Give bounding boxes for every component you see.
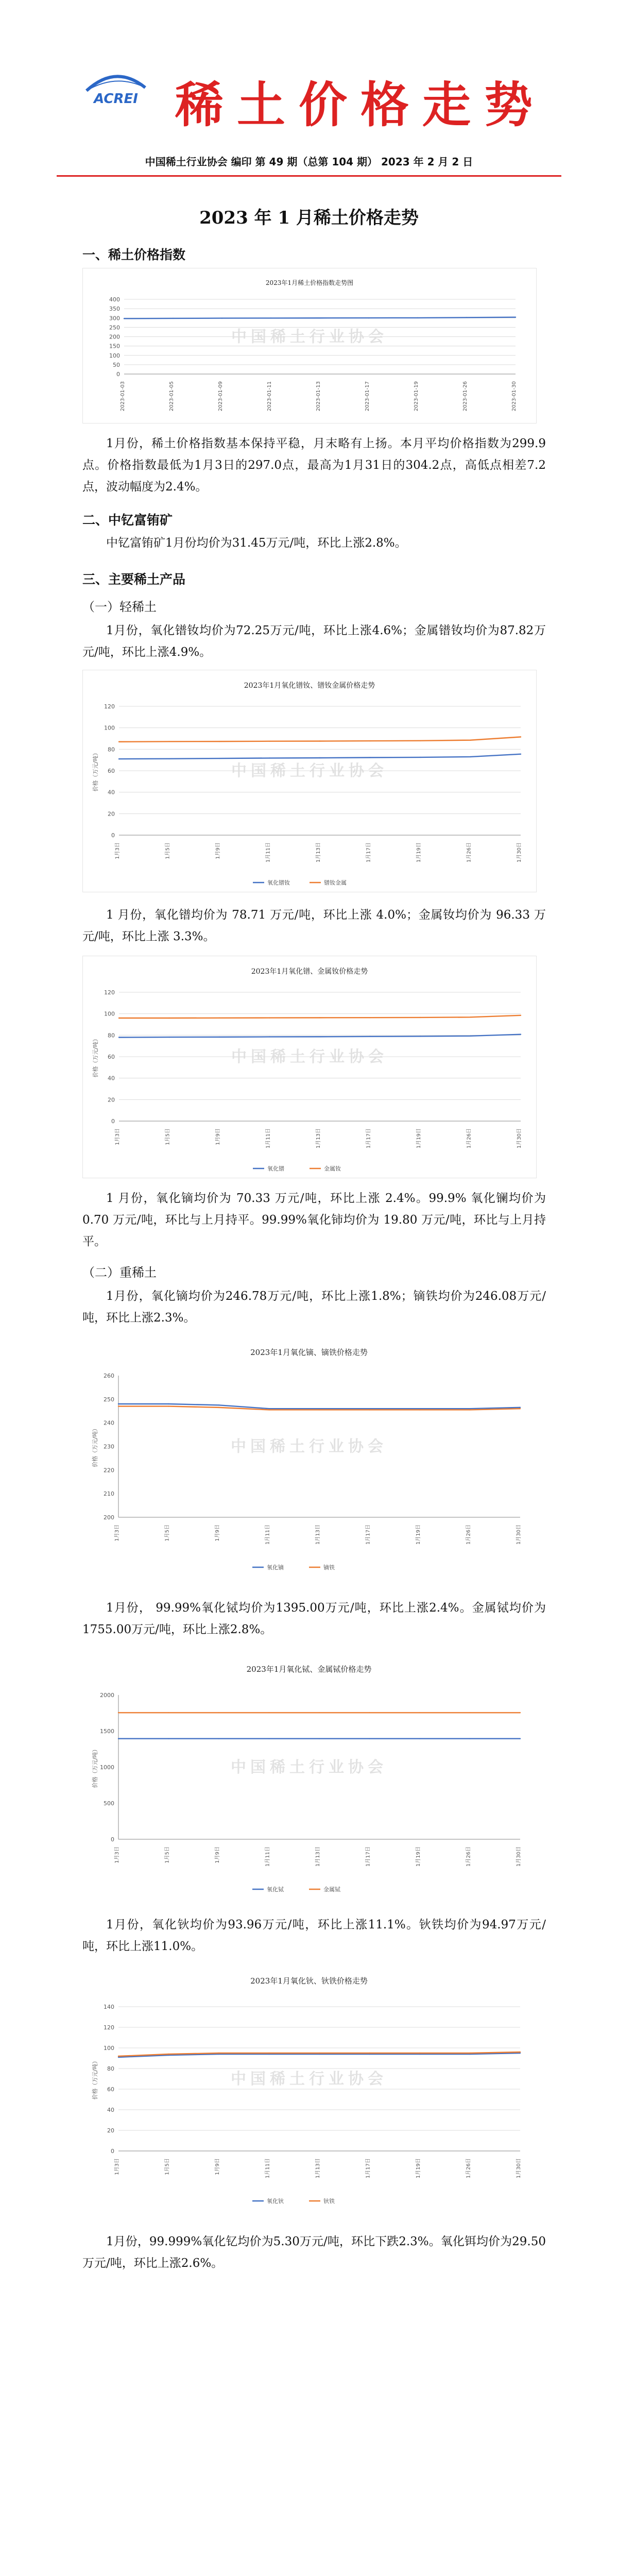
- y-tick-label: 40: [108, 1075, 115, 1082]
- x-tick-label: 1月3日: [115, 1128, 121, 1145]
- x-tick-label: 1月30日: [517, 1128, 522, 1149]
- legend-label: 氧化镨: [267, 1165, 284, 1172]
- data-point: [268, 1408, 269, 1409]
- y-tick-label: 1500: [100, 1728, 114, 1735]
- data-point: [319, 1036, 320, 1037]
- chart-title: 2023年1月氧化镨、金属钕价格走势: [251, 968, 368, 976]
- dy-price-chart: [82, 1334, 536, 1577]
- y-tick-label: 60: [107, 2086, 114, 2093]
- x-tick-label: 1月17日: [365, 2158, 371, 2179]
- y-tick-label: 120: [104, 989, 115, 996]
- y-tick-label: 100: [104, 1010, 115, 1018]
- data-point: [269, 1036, 270, 1037]
- data-point: [118, 1738, 119, 1739]
- chart-title: 2023年1月氧化钬、钬铁价格走势: [250, 1976, 368, 1986]
- legend-label: 氧化镝: [267, 1564, 284, 1571]
- data-point: [168, 758, 169, 759]
- x-tick-label: 1月5日: [164, 1846, 170, 1863]
- x-tick-label: 2023-01-09: [218, 381, 224, 412]
- dy-paragraph: 1月份，氧化镝均价为246.78万元/吨，环比上涨1.8%；镝铁均价为246.08万元/吨，环比上涨2.3%。: [82, 1290, 546, 1325]
- ho-paragraph: 1月份，氧化钬均价为93.96万元/吨，环比上涨11.1%。钬铁均价为94.97万元/吨，环比上涨11.0%。: [82, 1918, 546, 1953]
- x-tick-label: 2023-01-13: [316, 381, 321, 412]
- data-point: [218, 1712, 219, 1713]
- acrei-logo: [77, 67, 154, 118]
- x-tick-label: 1月9日: [215, 1846, 220, 1863]
- price-index-chart-svg: [83, 268, 536, 423]
- tb-price-chart-svg: [82, 1651, 536, 1899]
- data-point: [173, 318, 174, 319]
- data-point: [319, 1738, 320, 1739]
- y-tick-label: 400: [109, 296, 120, 303]
- data-point: [469, 1409, 470, 1410]
- data-point: [520, 1712, 521, 1713]
- y-tick-label: 200: [109, 333, 120, 341]
- data-point: [419, 1712, 420, 1713]
- x-tick-label: 1月3日: [114, 1846, 120, 1863]
- x-tick-label: 1月19日: [416, 1524, 421, 1545]
- x-tick-label: 2023-01-17: [365, 381, 370, 412]
- data-point: [319, 1408, 320, 1409]
- x-tick-label: 1月13日: [316, 1128, 321, 1149]
- data-point: [168, 1403, 169, 1404]
- x-tick-label: 1月26日: [466, 842, 472, 863]
- y-tick-label: 100: [109, 352, 120, 359]
- y-tick-label: 200: [104, 1514, 114, 1521]
- y-axis-label: 价格（万元/吨）: [92, 1426, 98, 1467]
- pr-nd-paragraph: 1 月份，氧化镨均价为 78.71 万元/吨，环比上涨 4.0%；金属钕均价为 96.33 万元/吨，环比上涨 3.3%。: [82, 908, 546, 943]
- data-point: [319, 2053, 320, 2054]
- data-point: [420, 757, 421, 758]
- x-tick-label: 1月13日: [315, 1524, 321, 1545]
- y-axis-label: 价格（万元/吨）: [92, 1746, 98, 1788]
- x-tick-label: 2023-01-03: [120, 381, 126, 412]
- y-axis-label: 价格（万元/吨）: [92, 1036, 99, 1078]
- x-tick-label: 2023-01-11: [267, 381, 272, 412]
- y-tick-label: 20: [107, 2127, 114, 2134]
- y-tick-label: 120: [104, 703, 115, 710]
- data-point: [269, 1017, 270, 1018]
- x-tick-label: 1月11日: [265, 1128, 271, 1149]
- document-title: 2023 年 1 月稀土价格走势: [199, 208, 419, 228]
- data-point: [469, 1712, 470, 1713]
- issue-info: 中国稀土行业协会 编印 第 49 期（总第 104 期） 2023 年 2 月 2 日: [145, 156, 473, 168]
- data-point: [319, 1017, 320, 1018]
- prnd-paragraph: 1月份，氧化镨钕均价为72.25万元/吨，环比上涨4.6%；金属镨钕均价为87.82万元/吨，环比上涨4.9%。: [82, 624, 546, 659]
- y-tick-label: 0: [116, 371, 120, 378]
- data-point: [268, 1409, 269, 1410]
- tb-price-chart: [82, 1651, 536, 1899]
- y-tick-label: 210: [104, 1490, 114, 1498]
- x-tick-label: 1月9日: [215, 2158, 220, 2175]
- data-point: [268, 2053, 269, 2054]
- y-tick-label: 1000: [100, 1764, 114, 1771]
- data-point: [168, 1037, 169, 1038]
- x-tick-label: 1月5日: [165, 842, 171, 859]
- x-tick-label: 1月30日: [516, 2158, 522, 2179]
- data-point: [118, 1037, 119, 1038]
- y-tick-label: 250: [109, 324, 120, 331]
- pr-nd-price-chart-svg: [83, 956, 536, 1178]
- data-point: [218, 2053, 219, 2054]
- x-tick-label: 1月19日: [416, 1846, 421, 1867]
- y-tick-label: 60: [108, 1054, 115, 1060]
- data-point: [218, 1738, 219, 1739]
- y-tick-label: 50: [113, 361, 120, 368]
- x-tick-label: 1月5日: [164, 2158, 170, 2175]
- data-point: [420, 1017, 421, 1018]
- y-tick-label: 0: [111, 2148, 114, 2155]
- y-tick-label: 2000: [100, 1692, 114, 1699]
- data-point: [369, 2053, 370, 2054]
- data-point: [118, 758, 119, 759]
- data-point: [420, 1036, 421, 1037]
- x-tick-label: 1月13日: [315, 1846, 321, 1867]
- y-tick-label: 80: [108, 1032, 115, 1039]
- y-tick-label: 150: [109, 343, 120, 350]
- y-tick-label: 350: [109, 306, 120, 313]
- watermark-text: 中国稀土行业协会: [231, 1048, 388, 1066]
- x-tick-label: 1月3日: [114, 1524, 120, 1541]
- data-point: [520, 1408, 521, 1409]
- x-tick-label: 1月17日: [366, 1128, 372, 1149]
- data-point: [470, 756, 471, 757]
- y-tick-label: 120: [104, 2024, 114, 2031]
- y-tick-label: 100: [104, 724, 115, 732]
- data-point: [319, 740, 320, 741]
- data-point: [520, 1407, 521, 1408]
- x-tick-label: 1月5日: [164, 1524, 170, 1541]
- data-point: [270, 317, 271, 318]
- x-tick-label: 1月9日: [215, 842, 221, 859]
- pr-nd-price-chart: [82, 956, 537, 1178]
- newsletter-title: 稀土价格走势: [175, 77, 546, 133]
- x-tick-label: 2023-01-26: [462, 381, 468, 412]
- data-point: [520, 2052, 521, 2053]
- x-tick-label: 1月26日: [466, 1846, 472, 1867]
- section-heading-index: 一、稀土价格指数: [82, 247, 186, 262]
- data-point: [466, 317, 467, 318]
- x-tick-label: 1月3日: [114, 2158, 120, 2175]
- data-point: [470, 1036, 471, 1037]
- data-point: [218, 1407, 219, 1408]
- data-point: [168, 1738, 169, 1739]
- data-point: [369, 757, 370, 758]
- data-point: [419, 1409, 420, 1410]
- x-tick-label: 1月11日: [265, 1524, 271, 1545]
- legend-label: 金属铽: [323, 1886, 340, 1893]
- x-tick-label: 1月19日: [416, 2158, 421, 2179]
- data-point: [219, 1037, 220, 1038]
- prnd-price-chart-svg: [83, 670, 536, 892]
- x-tick-label: 1月26日: [466, 1524, 472, 1545]
- data-point: [520, 1033, 521, 1035]
- y-tick-label: 240: [104, 1419, 114, 1427]
- x-tick-label: 1月13日: [316, 842, 321, 863]
- chart-title: 2023年1月氧化镝、镝铁价格走势: [250, 1348, 368, 1357]
- data-point: [269, 757, 270, 758]
- tb-paragraph: 1月份， 99.99%氧化铽均价为1395.00万元/吨，环比上涨2.4%。金属铽均价为1755.00万元/吨，环比上涨2.8%。: [82, 1601, 546, 1636]
- x-tick-label: 1月30日: [516, 1524, 522, 1545]
- watermark-text: 中国稀土行业协会: [231, 2070, 387, 2088]
- data-point: [469, 1738, 470, 1739]
- legend-label: 镨钕金属: [324, 879, 347, 886]
- data-point: [118, 1403, 119, 1404]
- x-tick-label: 1月19日: [416, 842, 422, 863]
- data-point: [219, 741, 220, 742]
- data-point: [268, 1738, 269, 1739]
- x-tick-label: 1月5日: [165, 1128, 171, 1145]
- x-tick-label: 1月13日: [315, 2158, 321, 2179]
- y-er-paragraph: 1月份，99.999%氧化钇均价为5.30万元/吨，环比下跌2.3%。氧化铒均价为29.50万元/吨，环比上涨2.6%。: [82, 2235, 546, 2270]
- data-point: [124, 318, 125, 319]
- data-point: [515, 317, 516, 318]
- x-tick-label: 1月11日: [265, 1846, 271, 1867]
- y-tick-label: 230: [104, 1443, 114, 1450]
- index-summary-paragraph: 1月份，稀土价格指数基本保持平稳，月末略有上扬。本月平均价格指数为299.9点。价格指数最低为1月3日的297.0点，最高为1月31日的304.2点，高低点相差7.2点，波动幅度为2.4%。: [82, 437, 546, 494]
- data-point: [219, 1018, 220, 1019]
- svg-text:ACREI: ACREI: [94, 91, 138, 107]
- x-tick-label: 1月9日: [215, 1524, 220, 1541]
- data-point: [417, 317, 418, 318]
- data-point: [319, 757, 320, 758]
- chart-title: 2023年1月氧化铽、金属铽价格走势: [246, 1665, 372, 1674]
- data-point: [419, 1408, 420, 1409]
- data-point: [469, 1408, 470, 1409]
- data-point: [520, 1738, 521, 1739]
- data-point: [520, 1015, 521, 1016]
- ho-price-chart-svg: [82, 1963, 536, 2210]
- x-tick-label: 1月11日: [265, 842, 271, 863]
- x-tick-label: 2023-01-05: [169, 381, 175, 412]
- data-point: [369, 1036, 370, 1037]
- data-point: [118, 741, 119, 742]
- data-point: [168, 1018, 169, 1019]
- data-point: [118, 1018, 119, 1019]
- x-tick-label: 1月26日: [466, 1128, 472, 1149]
- chart-title: 2023年1月稀土价格指数走势图: [265, 279, 354, 286]
- data-point: [419, 2053, 420, 2054]
- x-tick-label: 1月19日: [416, 1128, 422, 1149]
- data-point: [369, 1738, 370, 1739]
- data-point: [219, 758, 220, 759]
- y-axis-label: 价格（万元/吨）: [92, 750, 99, 792]
- y-tick-label: 40: [107, 2107, 114, 2113]
- data-point: [369, 740, 370, 741]
- ho-price-chart: [82, 1963, 536, 2210]
- legend-label: 氧化钬: [267, 2198, 284, 2205]
- la-ce-paragraph: 1 月份，氧化镝均价为 70.33 万元/吨，环比上涨 2.4%。99.9% 氧化镧均价为 0.70 万元/吨，环比与上月持平。99.99%氧化铈均价为 19.80 万元/吨，环比与上月持平。: [82, 1192, 546, 1248]
- data-point: [118, 1405, 119, 1406]
- y-tick-label: 140: [104, 2004, 114, 2010]
- prnd-price-chart: [82, 670, 537, 892]
- x-tick-label: 1月30日: [516, 1846, 522, 1867]
- legend-label: 氧化铽: [267, 1886, 284, 1893]
- data-point: [168, 1405, 169, 1406]
- data-point: [369, 1408, 370, 1409]
- data-point: [369, 1409, 370, 1410]
- y-tick-label: 500: [104, 1800, 114, 1807]
- ore-paragraph: 中钇富铕矿1月份均价为31.45万元/吨，环比上涨2.8%。: [106, 536, 407, 550]
- y-tick-label: 300: [109, 315, 120, 322]
- subheading-light-rare-earth: （一）轻稀土: [82, 600, 157, 614]
- y-tick-label: 80: [107, 2065, 114, 2072]
- data-point: [269, 741, 270, 742]
- data-point: [419, 1738, 420, 1739]
- chart-title: 2023年1月氧化镨钕、镨钕金属价格走势: [244, 682, 375, 690]
- x-tick-label: 2023-01-19: [414, 381, 419, 412]
- y-tick-label: 60: [108, 768, 115, 774]
- data-point: [319, 1409, 320, 1410]
- x-tick-label: 1月3日: [115, 842, 121, 859]
- x-tick-label: 1月17日: [366, 842, 372, 863]
- y-tick-label: 20: [108, 810, 115, 818]
- data-point: [221, 317, 222, 318]
- watermark-text: 中国稀土行业协会: [231, 762, 388, 780]
- y-tick-label: 250: [104, 1396, 114, 1403]
- legend-label: 金属钕: [324, 1165, 341, 1172]
- data-point: [470, 1016, 471, 1018]
- y-tick-label: 0: [111, 1836, 114, 1843]
- y-tick-label: 40: [108, 789, 115, 796]
- data-point: [218, 1404, 219, 1405]
- header-divider: [57, 175, 561, 177]
- y-axis-label: 价格（万元/吨）: [92, 2058, 98, 2100]
- y-tick-label: 0: [111, 832, 115, 839]
- data-point: [268, 1712, 269, 1713]
- watermark-text: 中国稀土行业协会: [231, 328, 388, 346]
- legend-label: 氧化镨钕: [267, 879, 290, 886]
- data-point: [369, 1017, 370, 1018]
- watermark-text: 中国稀土行业协会: [231, 1758, 387, 1776]
- data-point: [520, 754, 521, 755]
- x-tick-label: 1月9日: [215, 1128, 221, 1145]
- y-tick-label: 220: [104, 1467, 114, 1474]
- y-tick-label: 100: [104, 2045, 114, 2052]
- x-tick-label: 1月30日: [517, 842, 522, 863]
- data-point: [470, 739, 471, 740]
- data-point: [118, 1712, 119, 1713]
- legend-label: 钬铁: [323, 2198, 335, 2205]
- legend-label: 镝铁: [323, 1564, 335, 1571]
- y-tick-label: 20: [108, 1096, 115, 1104]
- subheading-heavy-rare-earth: （二）重稀土: [82, 1265, 157, 1280]
- x-tick-label: 1月26日: [466, 2158, 472, 2179]
- y-tick-label: 80: [108, 746, 115, 753]
- data-point: [368, 317, 369, 318]
- y-tick-label: 0: [111, 1118, 115, 1125]
- data-point: [420, 740, 421, 741]
- data-point: [118, 2056, 119, 2057]
- y-tick-label: 260: [104, 1372, 114, 1379]
- x-tick-label: 1月11日: [265, 2158, 271, 2179]
- x-tick-label: 1月17日: [365, 1524, 371, 1545]
- data-point: [168, 1712, 169, 1713]
- data-point: [369, 1712, 370, 1713]
- data-point: [520, 736, 521, 737]
- price-index-chart: [82, 268, 537, 423]
- dy-price-chart-svg: [82, 1334, 536, 1577]
- data-point: [319, 1712, 320, 1713]
- x-tick-label: 2023-01-30: [511, 381, 517, 412]
- section-heading-products: 三、主要稀土产品: [82, 572, 186, 587]
- data-point: [168, 741, 169, 742]
- section-heading-ore: 二、中钇富铕矿: [82, 513, 173, 528]
- x-tick-label: 1月17日: [365, 1846, 371, 1867]
- watermark-text: 中国稀土行业协会: [231, 1437, 387, 1456]
- data-point: [469, 2053, 470, 2054]
- data-point: [168, 2054, 169, 2055]
- data-point: [319, 317, 320, 318]
